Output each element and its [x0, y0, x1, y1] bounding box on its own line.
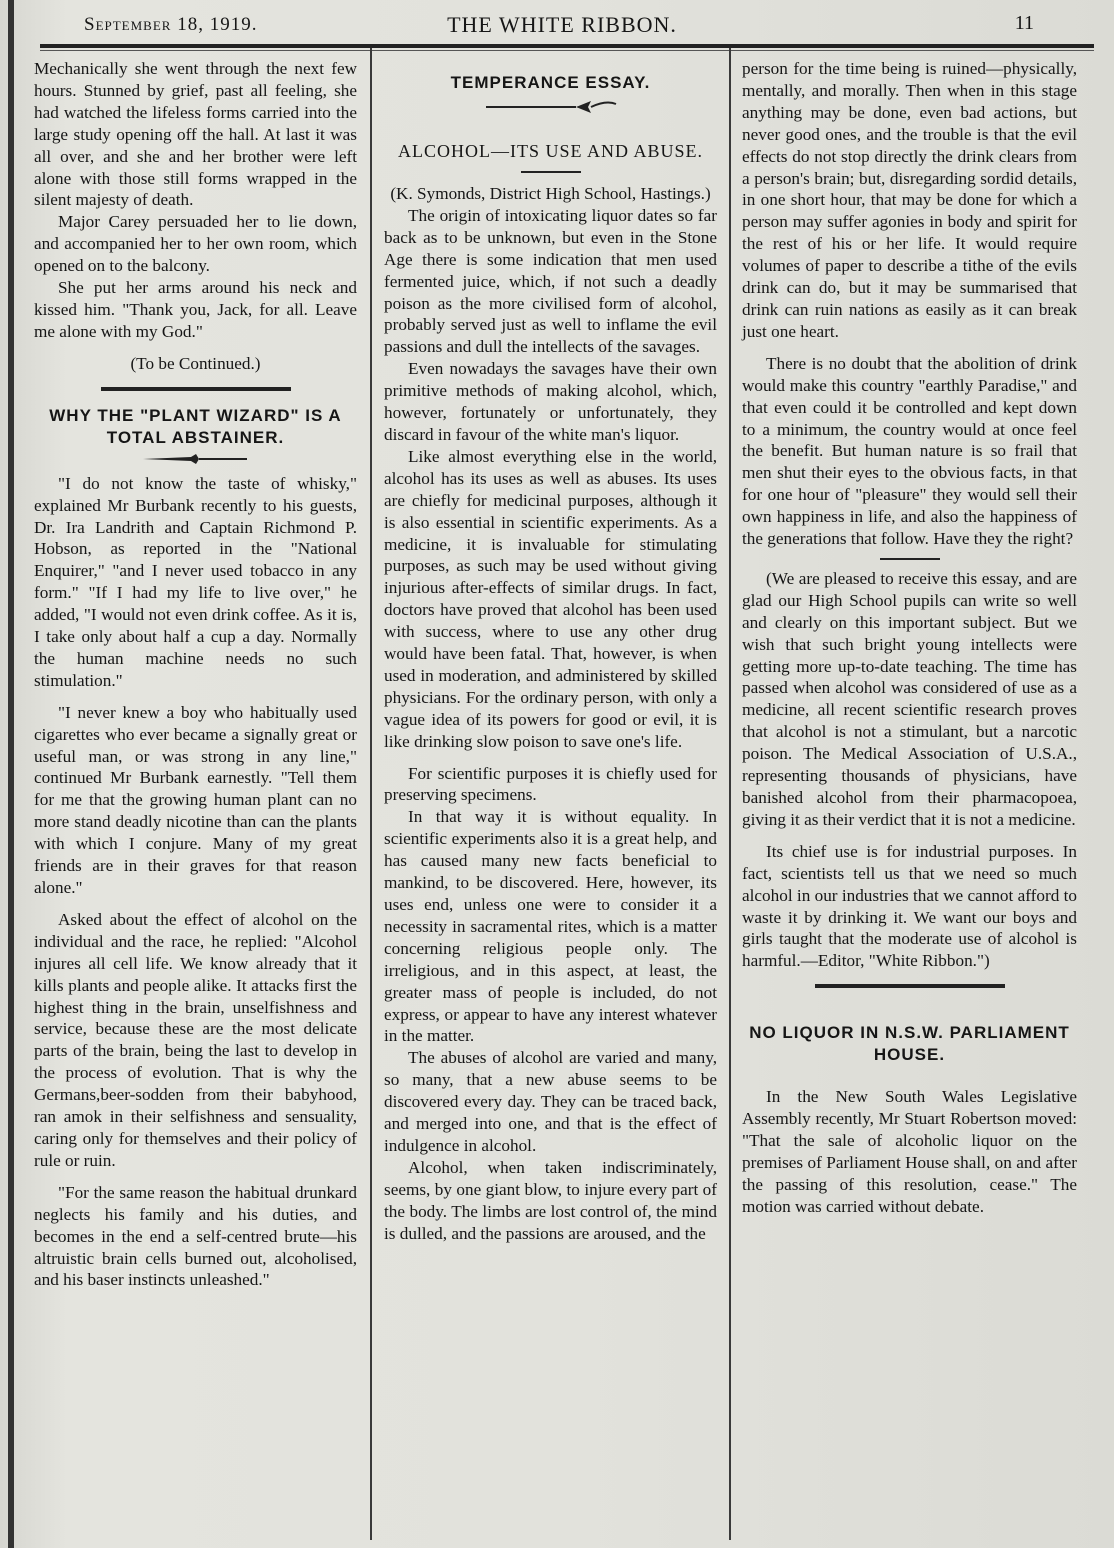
header-page-number: 11 — [1014, 12, 1034, 34]
essay-byline: (K. Symonds, District High School, Hastings.) — [390, 184, 711, 203]
page-header — [40, 8, 1084, 40]
essay-paragraph: In that way it is without equality. In scientific experiments also it is a great help, and has caused many new facts beneficial to mankind, to be discovered. Here, however, its uses end, unless one were to consider it a necessity in sacramental rites, which is a matter concerning religious people only. The irreligious, and in this aspect, at least, the greater mass of people is included, do not express, or appear to have any interest whatever in the matter. — [384, 807, 717, 1046]
title-rule — [521, 171, 581, 173]
story-paragraph: Mechanically she went through the next few hours. Stunned by grief, past all feeling, she had watched the lifeless forms carried into the large study opening off the hall. At last it was all over, and she and her brother were left alone with those still forms wrapped in the silent majesty of death. — [34, 59, 357, 210]
ornament-arrow-icon — [476, 98, 626, 116]
article-title-plant-wizard: WHY THE "PLANT WIZARD" IS A TOTAL ABSTAINER. — [49, 405, 342, 447]
essay-title: ALCOHOL—ITS USE AND ABUSE. — [397, 141, 704, 161]
essay-paragraph: The origin of intoxicating liquor dates so far back as to be unknown, but even in the Stone Age there is some indication that men used fermented juice, which, if not such a deadly poison as the more civilised form of alcohol, probably served just as well to inflame the evil passions and dull the intellects of the savages. — [384, 205, 717, 357]
article-title-nsw-parliament: NO LIQUOR IN N.S.W. PARLIAMENT HOUSE. — [749, 1023, 1070, 1065]
essay-paragraph: For scientific purposes it is chiefly used for preserving specimens. — [384, 763, 717, 805]
section-rule — [815, 984, 1005, 988]
to-be-continued: (To be Continued.) — [130, 353, 261, 373]
article-paragraph: In the New South Wales Legislative Assembly recently, Mr Stuart Robertson moved: "That the sale of alcoholic liquor on the premises of Parliament House shall, on and after the passing of this resolution, cease." The motion was carried without debate. — [742, 1087, 1077, 1216]
essay-paragraph: There is no doubt that the abolition of drink would make this country "earthly Paradise," and that even could it be controlled and kept down to a minimum, the country would at once feel the benefit. But human nature is so frail that men shut their eyes to the obvious facts, in that for one hour of "pleasure" they would sell their own happiness in life, and also the happiness of the generations that follow. Have they the right? — [742, 353, 1077, 549]
column-1 — [34, 58, 357, 1291]
story-paragraph: Major Carey persuaded her to lie down, and accompanied her to her own room, which opened on to the balcony. — [34, 212, 357, 276]
article-paragraph: Asked about the effect of alcohol on the individual and the race, he replied: "Alcohol injures all cell life. We know already that it kills plants and people alike. It attacks first the highest thing in the brain, unselfishness and service, because these are the most delicate parts of the brain, being the last to develop in the process of evolution. That is why the Germans,beer-sodden from their babyhood, ran amok in their selfishness and sensuality, caring only for themselves and their policy of rule or ruin. — [34, 909, 357, 1170]
column-3 — [742, 58, 1077, 1218]
header-title: THE WHITE RIBBON. — [447, 12, 677, 37]
header-date: September 18, 1919. — [84, 14, 258, 35]
column-2 — [384, 58, 717, 1245]
article-paragraph: "I do not know the taste of whisky," explained Mr Burbank recently to his guests, Dr. Ira Landrith and Captain Richmond P. Hobson, as reported in the "National Enquirer," "and I never used tobacco in any form." "If I had my life to live over," he added, "I would not even drink coffee. As it is, I take only about half a cup a day. Normally the human machine needs no such stimulation." — [34, 473, 357, 690]
essay-paragraph: Like almost everything else in the world, alcohol has its uses as well as abuses. Its uses are chiefly for medicinal purposes, although it is also essential in scientific experiments. As a medicine, it is invaluable for stimulating purposes, as such may be used without giving injurious after-effects of similar drugs. In fact, doctors have proved that alcohol has been used with success, where to use any other drug would have been fatal. That, however, is when used in moderation, and administered by skilled physicians. For the ordinary person, with only a vague idea of its powers for good or evil, it is like drinking slow poison to save one's life. — [384, 446, 717, 751]
story-paragraph: She put her arms around his neck and kissed him. "Thank you, Jack, for all. Leave me alone with my God." — [34, 278, 357, 341]
column-divider-1 — [370, 48, 372, 1540]
header-rule — [40, 44, 1094, 48]
editor-note-paragraph: Its chief use is for industrial purposes. In fact, scientists tell us that we need so much alcohol in our industries that we cannot afford to waste it by drinking it. We want our boys and girls taught that the moderate use of alcohol is harmful.—Editor, "White Ribbon.") — [742, 841, 1077, 971]
essay-end-rule — [880, 558, 940, 560]
essay-paragraph: The abuses of alcohol are varied and many, so many, that a new abuse seems to be discovered every day. They can be traced back, and merged into one, and that is the effect of indulgence in alcohol. — [384, 1048, 717, 1155]
section-rule — [101, 387, 291, 391]
essay-paragraph: Alcohol, when taken indiscriminately, seems, by one giant blow, to injure every part of the body. The limbs are lost control of, the mind is dulled, and the passions are aroused, and the — [384, 1157, 717, 1243]
section-title-temperance-essay: TEMPERANCE ESSAY. — [450, 73, 651, 92]
essay-paragraph: person for the time being is ruined—physically, mentally, and morally. Then when in this stage anything may be done, even bad actions, but never good ones, and the trouble is that the evil effects do not stop directly the drink clears from a person's brain; but, disregarding sordid details, in one short hour, that may be done for which a person may suffer agonies in body and spirit for the rest of his or her life. It would require volumes of paper to describe a tithe of the evils drink can do, but it may be summarised that drink can ruin nations as easily as it can break just one heart. — [742, 59, 1077, 341]
article-paragraph: "I never knew a boy who habitually used cigarettes who ever became a signally great or useful man, or was strong in any line," continued Mr Burbank earnestly. "Tell them for me that the growing human plant can no more stand deadly nicotine than can the plants with which I conjure. Many of my great friends are in their graves for that reason alone." — [34, 702, 357, 897]
essay-paragraph: Even nowadays the savages have their own primitive methods of making alcohol, which, however, fortunately or unfortunately, they discard in favour of the white man's liquor. — [384, 359, 717, 444]
article-paragraph: "For the same reason the habitual drunkard neglects his family and his duties, and becomes in the end a self-centred brute—his altruistic brain cells burned out, alcoholised, and his baser instincts unleashed." — [34, 1182, 357, 1290]
ornament-rule-icon — [141, 453, 251, 465]
editor-note-paragraph: (We are pleased to receive this essay, and are glad our High School pupils can write so well and clearly on this important subject. But we wish that such bright young intellects were getting more up-to-date teaching. The time has passed when alcohol was considered of use as a medicine, all recent scientific research proves that alcohol is not a stimulant, but a narcotic poison. The Medical Association of U.S.A., representing thousands of physicians, have banished alcohol from their pharmacopoea, giving it as their verdict that it is not a medicine. — [742, 568, 1077, 829]
column-divider-2 — [729, 48, 731, 1540]
header-rule-thin — [40, 50, 1094, 51]
page-edge-shadow — [8, 0, 14, 1548]
